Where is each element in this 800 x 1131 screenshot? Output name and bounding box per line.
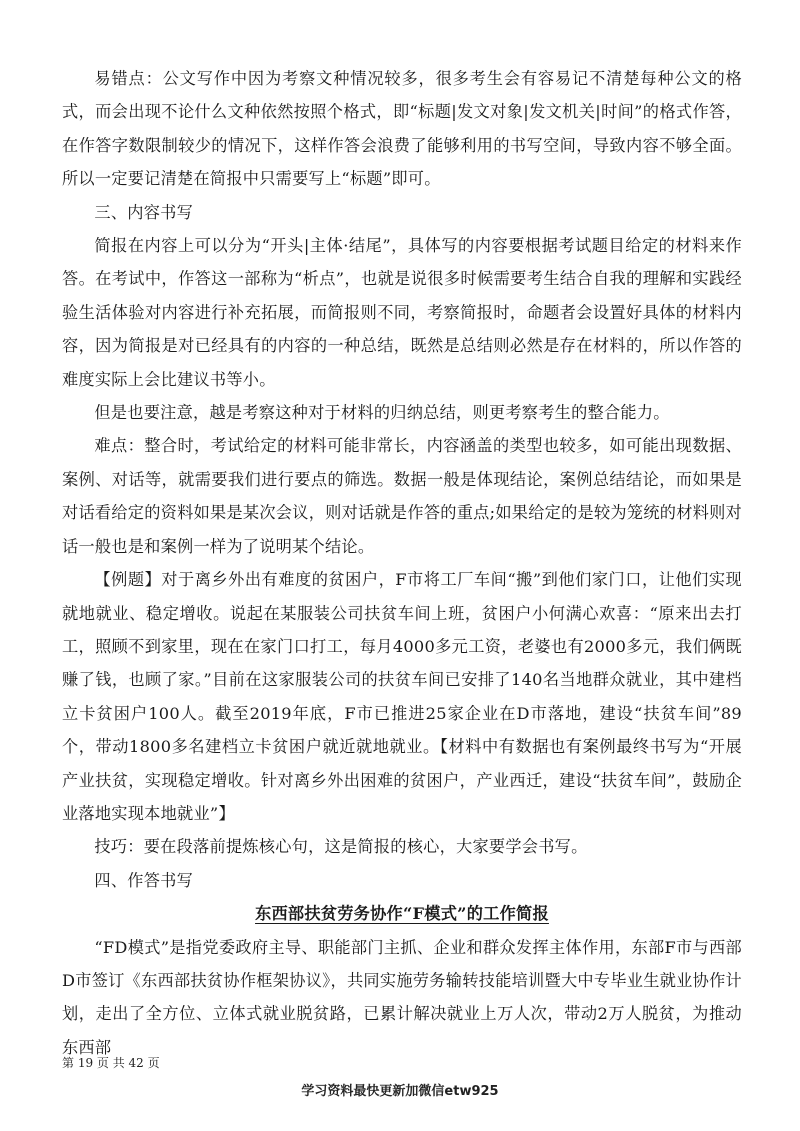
heading-content-writing: 三、内容书写 [94,202,194,222]
body-text [62,62,742,1064]
paragraph-example: 【例题】对于离乡外出有难度的贫困户，F市将工厂车间“搬”到他们家门口，让他们实现就地就业、稳定增收。说起在某服装公司扶贫车间上班，贫困户小何满心欢喜：“原来出去打工，照顾不到家里，现在在家门口打工，每月4000多元工资，老婆也有2000多元，我们俩既赚了钱，也顾了家。”目前在这家服装公司的扶贫车间已安排了140名当地群众就业，其中建档立卡贫困户100人。截至2019年底，F市已推进25家企业在D市落地，建设“扶贫车间”89个，带动1800多名建档立卡贫困户就近就地就业。【材料中有数据也有案例最终书写为“开展产业扶贫，实现稳定增收。针对离乡外出困难的贫困户，产业西迁，建设“扶贫车间”，鼓励企业落地实现本地就业”】 [62,570,742,823]
paragraph-difficulty: 难点：整合时，考试给定的材料可能非常长，内容涵盖的类型也较多，如可能出现数据、案例、对话等，就需要我们进行要点的筛选。数据一般是体现结论，案例总结结论，而如果是对话看给定的资料如果是某次会议，则对话就是作答的重点;如果给定的是较为笼统的材料则对话一般也是和案例一样为了说明某个结论。 [62,436,742,556]
paragraph-content-structure: 简报在内容上可以分为“开头|主体·结尾”，具体写的内容要根据考试题目给定的材料来作答。在考试中，作答这一部称为“析点”，也就是说很多时候需要考生结合自我的理解和实践经验生活体验对内容进行补充拓展，而简报则不同，考察简报时，命题者会设置好具体的材料内容，因为简报是对已经具有的内容的一种总结，既然是总结则必然是存在材料的，所以作答的难度实际上会比建议书等小。 [62,236,742,389]
paragraph-fd-model: “FD模式”是指党委政府主导、职能部门主抓、企业和群众发挥主体作用，东部F市与西部D市签订《东西部扶贫协作框架协议》，共同实施劳务输转技能培训暨大中专毕业生就业协作计划，走出了全方位、立体式就业脱贫路，已累计解决就业上万人次，带动2万人脱贫，为推动东西部 [62,937,742,1057]
paragraph-tip: 技巧：要在段落前提炼核心句，这是简报的核心，大家要学会书写。 [94,837,588,857]
footer-note: 学习资料最快更新加微信etw925 [301,1084,499,1099]
paragraph-attention: 但是也要注意，越是考察这种对于材料的归纳总结，则更考察考生的整合能力。 [94,403,670,423]
page-number: 第 19 页 共 42 页 [62,1056,160,1070]
section-title: 东西部扶贫劳务协作“F模式”的工作简报 [255,904,549,924]
heading-answer-writing: 四、作答书写 [94,870,194,890]
paragraph-error-prone: 易错点：公文写作中因为考察文种情况较多，很多考生会有容易记不清楚每种公文的格式，而会出现不论什么文种依然按照个格式，即“标题|发文对象|发文机关|时间”的格式作答，在作答字数限制较少的情况下，这样作答会浪费了能够利用的书写空间，导致内容不够全面。所以一定要记清楚在简报中只需要写上“标题”即可。 [62,69,742,189]
